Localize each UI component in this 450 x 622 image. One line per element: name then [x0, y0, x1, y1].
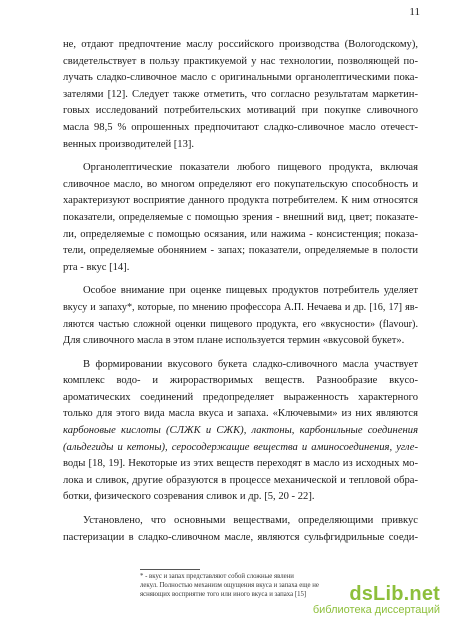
text-line: Установлено, что основными веществами, определяющими привкус	[83, 515, 418, 527]
text-line: ляются частью сложной оценки пищевого продукта, его «вкусности» (flavour).	[63, 318, 418, 330]
text-line: не, отдают предпочтение маслу российского производства (Вологодскому),	[63, 39, 418, 50]
text-line: лучать сладко-сливочное масло с оригинальными органолептическими пока-	[63, 72, 418, 84]
text-line: (альдегиды и кетоны), серосодержащие вещества и аминосоединения, угле-	[63, 441, 418, 453]
page-number: 11	[409, 6, 420, 18]
text-line: воды [18, 19]. Некоторые из этих веществ переходят в масло из исходных мо-	[63, 458, 418, 470]
text-line: тели, определяемые обонянием - запах; показатели, определяемые в полости	[63, 245, 418, 257]
watermark	[313, 583, 440, 616]
footnote-divider	[140, 569, 200, 570]
text-line: вкусу и запаху*, которые, по мнению профессора А.П. Нечаева и др. [16, 17] яв-	[63, 301, 418, 313]
text-line: ли, определяемые с помощью осязания, или нажима - консистенция; показа-	[63, 228, 418, 240]
text-line: Для сливочного масла в этом плане используется термин «вкусовой букет».	[63, 335, 405, 347]
text-line: масла 98,5 % опрошенных предпочитают сладко-сливочное масло отечест-	[63, 121, 418, 133]
text-line: Органолептические показатели любого пищевого продукта, включая	[83, 162, 418, 174]
footnote-line: лекул. Полностью механизм ощущения вкуса и запаха еще не	[140, 582, 319, 589]
text-line: В формировании вкусового букета сладко-сливочного масла участвует	[83, 358, 418, 370]
text-line: зателями [12]. Следует также отметить, что согласно результатам маркетин-	[63, 88, 418, 100]
text-line: ароматических соединений предопределяет выраженность характерного	[63, 391, 418, 403]
text-line: лока и сливок, другие образуются в процессе механической и тепловой обра-	[63, 474, 418, 486]
text-line: ботки, физического созревания сливок и др. [5, 20 - 22].	[63, 491, 315, 503]
text-line: только для этого вида масла вкуса и запаха. «Ключевыми» из них являются	[63, 408, 418, 420]
text-line: сливочное масло, во многом определяют его покупательскую способность и	[63, 178, 418, 190]
text-line: показатели, определяемые с помощью зрения - внешний вид, цвет; показате-	[63, 211, 418, 223]
body-text	[63, 37, 418, 546]
text-line: венных производителей [13].	[63, 138, 195, 150]
text-line: свидетельствует в пользу практикуемой у нас технологии, позволяющей по-	[63, 55, 418, 67]
watermark-subtitle: библиотека диссертаций	[312, 604, 440, 616]
text-line: комплекс водо- и жирорастворимых веществ. Разнообразие вкусо-	[63, 375, 418, 387]
text-line: пастеризации в сладко-сливочном масле, являются сульфгидрильные соеди-	[63, 531, 418, 543]
text-line: рта - вкус [14].	[63, 261, 130, 273]
text-line: говых исследований потребительских мотиваций при покупке сливочного	[63, 105, 418, 117]
text-line: карбоновые кислоты (СЛЖК и СЖК), лактоны, карбонильные соединения	[63, 425, 418, 437]
text-line: характеризуют восприятие данного продукта потребителем. К ним относятся	[63, 195, 418, 207]
footnote-line: * - вкус и запах представляют собой сложные явлени	[140, 573, 294, 580]
watermark-logo: dsLib.net	[349, 583, 440, 605]
footnote-line: ясняющих восприятие того или иного вкуса и запаха [15]	[140, 591, 307, 598]
text-line: Особое внимание при оценке пищевых продуктов потребитель уделяет	[83, 285, 418, 297]
